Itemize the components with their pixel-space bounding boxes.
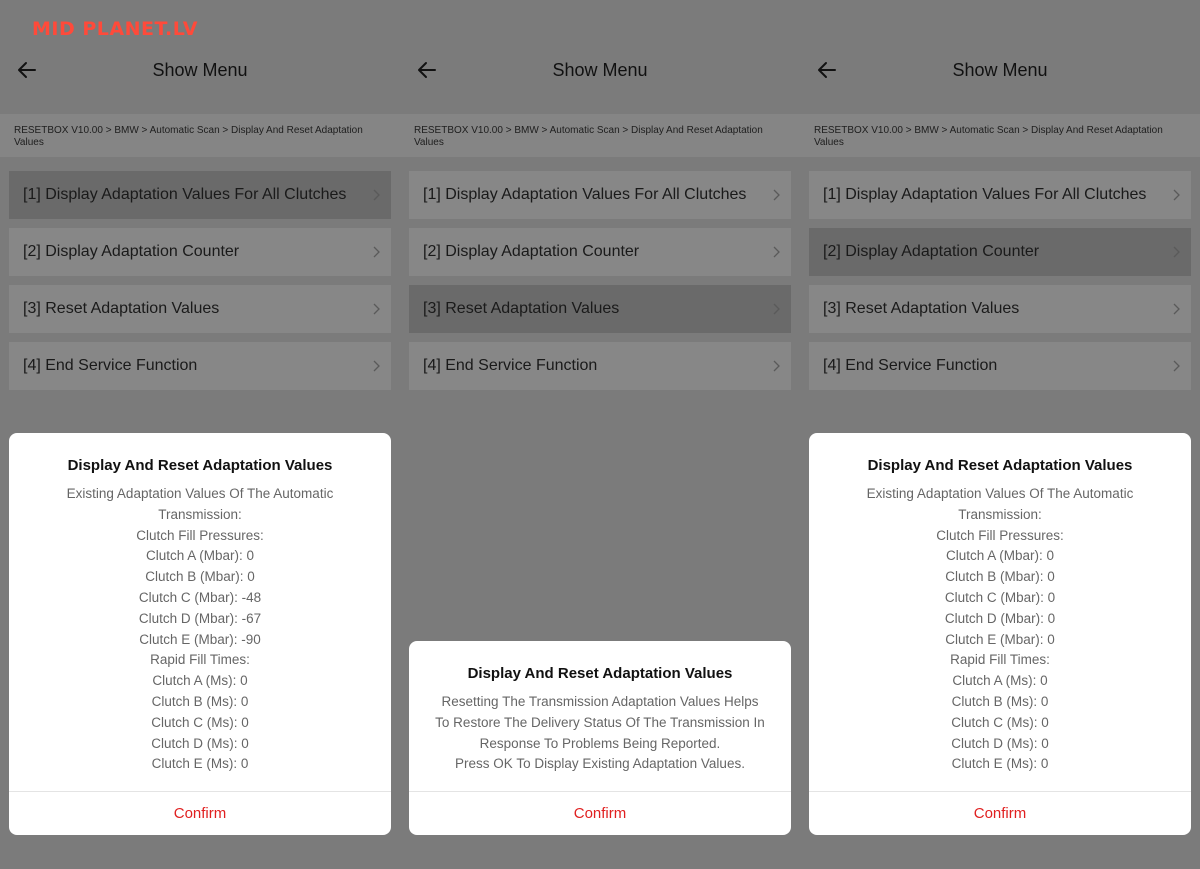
dialog-line: Resetting The Transmission Adaptation Values Helps <box>441 694 759 709</box>
confirm-button[interactable]: Confirm <box>573 805 627 823</box>
breadcrumb: RESETBOX V10.00 > BMW > Automatic Scan > Display And Reset Adaptation Values <box>400 114 800 157</box>
dialog-footer <box>9 791 391 835</box>
menu-item-reset-adaptation-values[interactable] <box>409 285 791 333</box>
menu-item-display-adaptation-counter[interactable] <box>809 228 1191 276</box>
menu-item-label: [3] Reset Adaptation Values <box>23 300 220 317</box>
dialog-line: Clutch D (Ms): 0 <box>151 735 249 751</box>
screen-3 <box>800 0 1200 869</box>
menu-item-label: [3] Reset Adaptation Values <box>423 300 620 317</box>
dialog-title: Display And Reset Adaptation Values <box>467 665 733 682</box>
dialog-line: Transmission: <box>958 506 1042 522</box>
chevron-right-icon <box>769 302 783 316</box>
menu-item-display-adaptation-values[interactable] <box>809 171 1191 219</box>
page-title: Show Menu <box>952 60 1048 80</box>
dialog-line: Existing Adaptation Values Of The Automatic <box>66 486 334 501</box>
dialog-footer <box>809 791 1191 835</box>
menu-item-label: [4] End Service Function <box>823 357 998 374</box>
page-title: Show Menu <box>552 60 648 80</box>
menu-item-label: [1] Display Adaptation Values For All Clutches <box>23 186 347 203</box>
dialog-line: Clutch C (Mbar): -48 <box>138 589 262 605</box>
menu-item-end-service-function[interactable] <box>809 342 1191 390</box>
chevron-right-icon <box>1169 302 1183 316</box>
dialog-title: Display And Reset Adaptation Values <box>867 457 1133 474</box>
dialog-title: Display And Reset Adaptation Values <box>67 457 333 474</box>
chevron-right-icon <box>369 359 383 373</box>
dialog-line: Rapid Fill Times: <box>950 652 1050 668</box>
dialog-line: Clutch B (Mbar): 0 <box>945 569 1055 585</box>
dialog-line: Clutch D (Mbar): -67 <box>138 610 262 626</box>
menu-list <box>0 157 400 390</box>
dialog-body <box>809 484 1191 775</box>
dialog-line: Existing Adaptation Values Of The Automatic <box>866 486 1134 501</box>
dialog-line: Clutch E (Mbar): -90 <box>139 631 261 647</box>
chevron-right-icon <box>369 245 383 259</box>
menu-item-reset-adaptation-values[interactable] <box>809 285 1191 333</box>
chevron-right-icon <box>769 188 783 202</box>
confirm-button[interactable]: Confirm <box>973 805 1027 823</box>
dialog-line: Response To Problems Being Reported. <box>479 735 721 751</box>
dialog-line: Clutch E (Mbar): 0 <box>945 631 1055 647</box>
menu-item-label: [2] Display Adaptation Counter <box>423 243 640 260</box>
chevron-right-icon <box>769 245 783 259</box>
reset-info-dialog <box>409 641 791 835</box>
dialog-line: Clutch B (Ms): 0 <box>951 693 1049 709</box>
dialog-line: Clutch B (Mbar): 0 <box>145 569 255 585</box>
menu-list <box>400 157 800 390</box>
menu-item-end-service-function[interactable] <box>409 342 791 390</box>
dialog-line: To Restore The Delivery Status Of The Transmission In <box>435 714 765 730</box>
dialog-line: Clutch D (Mbar): 0 <box>944 610 1056 626</box>
page-title: Show Menu <box>152 60 248 80</box>
confirm-button[interactable]: Confirm <box>173 805 227 823</box>
dialog-line: Clutch A (Ms): 0 <box>952 673 1048 689</box>
adaptation-values-dialog <box>809 433 1191 835</box>
chevron-right-icon <box>1169 359 1183 373</box>
menu-item-label: [4] End Service Function <box>23 357 198 374</box>
top-bar <box>800 0 1200 114</box>
menu-item-reset-adaptation-values[interactable] <box>9 285 391 333</box>
chevron-right-icon <box>369 302 383 316</box>
menu-item-display-adaptation-counter[interactable] <box>9 228 391 276</box>
menu-item-end-service-function[interactable] <box>9 342 391 390</box>
dialog-line: Clutch A (Ms): 0 <box>152 673 248 689</box>
dialog-line: Rapid Fill Times: <box>150 652 250 668</box>
chevron-right-icon <box>369 188 383 202</box>
menu-item-display-adaptation-values[interactable] <box>9 171 391 219</box>
dialog-line: Clutch Fill Pressures: <box>136 527 264 543</box>
breadcrumb: RESETBOX V10.00 > BMW > Automatic Scan > Display And Reset Adaptation Values <box>0 114 400 157</box>
dialog-line: Press OK To Display Existing Adaptation Values. <box>455 756 745 772</box>
menu-item-label: [3] Reset Adaptation Values <box>823 300 1020 317</box>
dialog-line: Clutch E (Ms): 0 <box>951 756 1049 772</box>
menu-item-display-adaptation-counter[interactable] <box>409 228 791 276</box>
chevron-right-icon <box>1169 245 1183 259</box>
dialog-body <box>9 484 391 775</box>
top-bar <box>400 0 800 114</box>
dialog-line: Clutch C (Ms): 0 <box>951 714 1049 730</box>
breadcrumb: RESETBOX V10.00 > BMW > Automatic Scan > Display And Reset Adaptation Values <box>800 114 1200 157</box>
menu-list <box>800 157 1200 390</box>
dialog-line: Clutch B (Ms): 0 <box>151 693 249 709</box>
chevron-right-icon <box>769 359 783 373</box>
menu-item-display-adaptation-values[interactable] <box>409 171 791 219</box>
menu-item-label: [1] Display Adaptation Values For All Clutches <box>423 186 747 203</box>
dialog-footer <box>409 791 791 835</box>
dialog-line: Clutch C (Ms): 0 <box>151 714 249 730</box>
menu-item-label: [4] End Service Function <box>423 357 598 374</box>
dialog-body <box>409 692 791 775</box>
screen-2 <box>400 0 800 869</box>
menu-item-label: [1] Display Adaptation Values For All Clutches <box>823 186 1147 203</box>
dialog-line: Clutch C (Mbar): 0 <box>944 589 1056 605</box>
dialog-line: Transmission: <box>158 506 242 522</box>
dialog-line: Clutch E (Ms): 0 <box>151 756 249 772</box>
adaptation-values-dialog <box>9 433 391 835</box>
dialog-line: Clutch Fill Pressures: <box>936 527 1064 543</box>
menu-item-label: [2] Display Adaptation Counter <box>23 243 240 260</box>
dialog-line: Clutch D (Ms): 0 <box>951 735 1049 751</box>
dialog-line: Clutch A (Mbar): 0 <box>145 548 255 564</box>
dialog-line: Clutch A (Mbar): 0 <box>945 548 1055 564</box>
chevron-right-icon <box>1169 188 1183 202</box>
watermark-logo: MID PLANET.LV <box>32 18 198 40</box>
menu-item-label: [2] Display Adaptation Counter <box>823 243 1040 260</box>
screen-1 <box>0 0 400 869</box>
